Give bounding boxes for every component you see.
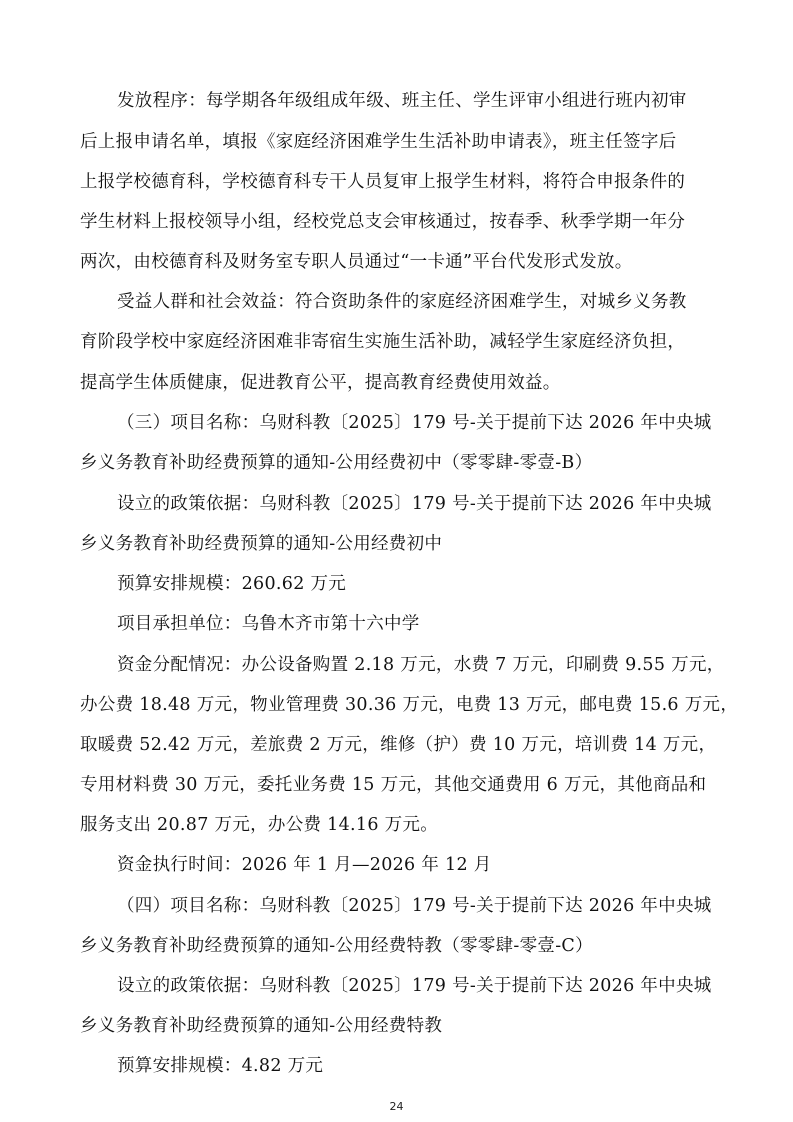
text-line: 发放程序：每学期各年级组成年级、班主任、学生评审小组进行班内初审 [117, 91, 687, 111]
text-line: 乡义务教育补助经费预算的通知-公用经费特教（零零肆-零壹-C） [80, 936, 593, 956]
text-line: 乡义务教育补助经费预算的通知-公用经费初中 [80, 534, 443, 554]
section-3-undertaking-unit: 项目承担单位：乌鲁木齐市第十六中学 [117, 614, 420, 634]
text-line: （三）项目名称：乌财科教〔2025〕179 号-关于提前下达 2026 年中央城 [117, 413, 712, 433]
text-line: 育阶段学校中家庭经济困难非寄宿生实施生活补助，减轻学生家庭经济负担， [80, 332, 686, 352]
section-3-execution-period: 资金执行时间：2026 年 1 月—2026 年 12 月 [117, 855, 492, 875]
text-line: 设立的政策依据：乌财科教〔2025〕179 号-关于提前下达 2026 年中央城 [117, 976, 712, 996]
text-line: 上报学校德育科，学校德育科专干人员复审上报学生材料，将符合申报条件的 [80, 172, 686, 192]
text-line: 两次，由校德育科及财务室专职人员通过“一卡通”平台代发形式发放。 [80, 252, 633, 272]
section-3-budget-scale: 预算安排规模：260.62 万元 [117, 574, 347, 594]
text-line: 设立的政策依据：乌财科教〔2025〕179 号-关于提前下达 2026 年中央城 [117, 494, 712, 514]
text-line: 办公费 18.48 万元，物业管理费 30.36 万元，电费 13 万元，邮电费 15.6 万元， [80, 695, 739, 715]
text-line: 提高学生体质健康，促进教育公平，提高教育经费使用效益。 [80, 373, 561, 393]
text-line: 学生材料上报校领导小组，经校党总支会审核通过，按春季、秋季学期一年分 [80, 212, 686, 232]
text-line: （四）项目名称：乌财科教〔2025〕179 号-关于提前下达 2026 年中央城 [117, 896, 712, 916]
text-line: 后上报申请名单，填报《家庭经济困难学生生活补助申请表》，班主任签字后 [80, 132, 677, 152]
text-line: 受益人群和社会效益：符合资助条件的家庭经济困难学生，对城乡义务教 [117, 292, 687, 312]
text-line: 服务支出 20.87 万元，办公费 14.16 万元。 [80, 815, 439, 835]
text-line: 专用材料费 30 万元，委托业务费 15 万元，其他交通费用 6 万元，其他商品和 [80, 775, 707, 795]
text-line: 乡义务教育补助经费预算的通知-公用经费特教 [80, 1016, 443, 1036]
page-number: 24 [389, 1100, 404, 1113]
text-line: 取暖费 52.42 万元，差旅费 2 万元，维修（护）费 10 万元，培训费 14 万元， [80, 735, 717, 755]
text-line: 资金分配情况：办公设备购置 2.18 万元，水费 7 万元，印刷费 9.55 万元， [117, 655, 725, 675]
text-line: 乡义务教育补助经费预算的通知-公用经费初中（零零肆-零壹-B） [80, 453, 593, 473]
section-4-budget-scale: 预算安排规模：4.82 万元 [117, 1056, 324, 1076]
